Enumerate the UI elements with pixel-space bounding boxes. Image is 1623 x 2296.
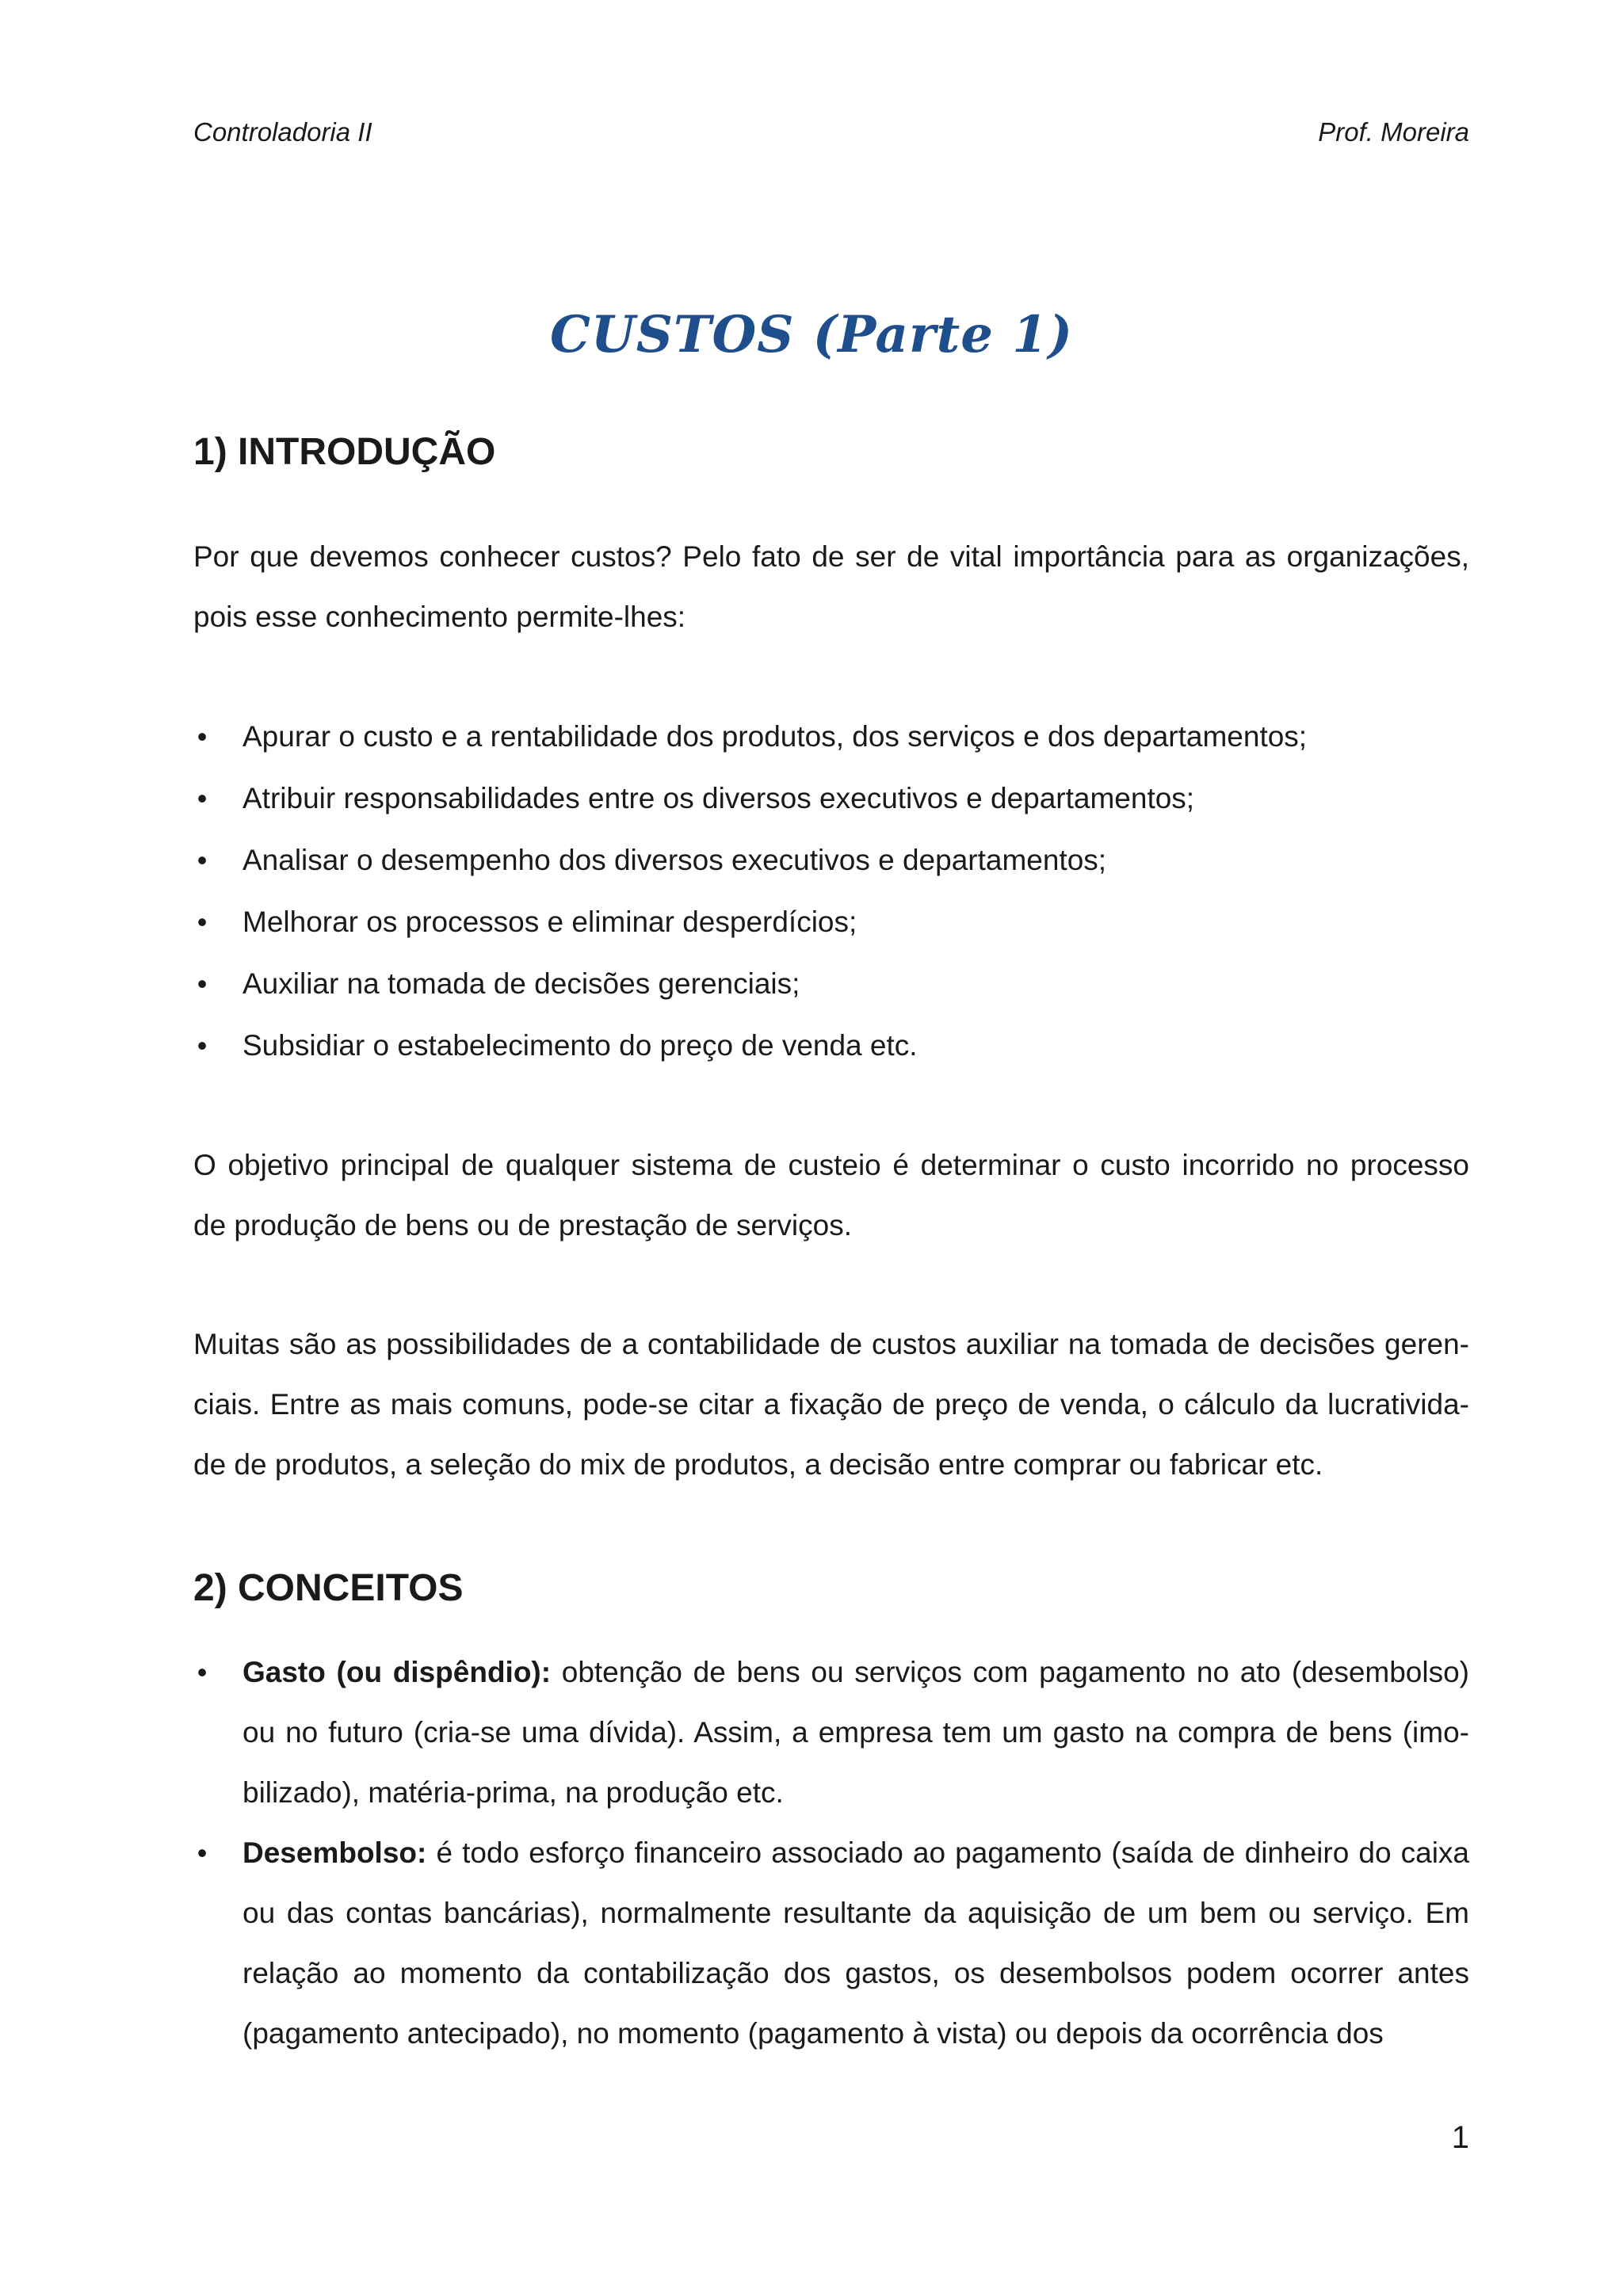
- concept-term: Desembolso:: [242, 1836, 427, 1869]
- intro-paragraph: [193, 527, 1469, 647]
- concepts-list: [193, 1642, 1469, 2064]
- header-author: Prof. Moreira: [1318, 117, 1469, 147]
- page-number: 1: [1451, 2120, 1469, 2155]
- concept-definition: obtenção de bens ou serviços com pagamento no ato (desembolso) ou no futuro (cria-se uma dívida). Assim, a empresa tem um gasto na compra de bens (imo-bilizado), matéria-prima, na produção etc.: [242, 1656, 1469, 1809]
- bullet-icon: •: [197, 1656, 208, 1688]
- bullet-icon: •: [197, 844, 208, 876]
- header-course-name: Controladoria II: [193, 117, 372, 147]
- section-heading-conceitos: 2) CONCEITOS: [193, 1567, 464, 1609]
- bullet-icon: •: [197, 1836, 208, 1869]
- decisions-line: de de produtos, a seleção do mix de produtos, a decisão entre comprar ou fabricar etc.: [193, 1448, 1323, 1481]
- bullet-icon: •: [197, 906, 208, 938]
- bullet-icon: •: [197, 1029, 208, 1062]
- objective-line: O objetivo principal de qualquer sistema de custeio é determinar o custo incorrido no processo: [193, 1149, 1469, 1181]
- list-item: • Atribuir responsabilidades entre os diversos executivos e departamentos;: [193, 768, 1469, 830]
- section-heading-introducao: 1) INTRODUÇÃO: [193, 431, 496, 473]
- concept-definition: é todo esforço financeiro associado ao pagamento (saída de dinheiro do caixa ou das contas bancárias), normalmente resultante da aquisição de um bem ou serviço. Em relação ao momento da contabilização dos gastos, os desembolsos podem ocorrer antes (pagamento antecipado), no momento (pagamento à vista) ou depois da ocorrência dos: [242, 1836, 1470, 2050]
- list-item: • Subsidiar o estabelecimento do preço de venda etc.: [193, 1015, 1469, 1077]
- decisions-paragraph: [193, 1314, 1469, 1495]
- page-title: CUSTOS (Parte 1): [549, 305, 1074, 364]
- list-item: • Melhorar os processos e eliminar desperdícios;: [193, 891, 1469, 953]
- objective-line: de produção de bens ou de prestação de serviços.: [193, 1209, 853, 1241]
- decisions-line: Muitas são as possibilidades de a contabilidade de custos auxiliar na tomada de decisões geren-: [193, 1328, 1469, 1360]
- list-item: • Analisar o desempenho dos diversos executivos e departamentos;: [193, 830, 1469, 891]
- intro-line: pois esse conhecimento permite-lhes:: [193, 601, 686, 633]
- bullet-icon: •: [197, 967, 208, 1000]
- bullet-icon: •: [197, 782, 208, 814]
- concept-item: [193, 1823, 1469, 2064]
- main-content: [193, 424, 1469, 2064]
- benefits-list: [193, 706, 1469, 1077]
- list-item: • Auxiliar na tomada de decisões gerenciais;: [193, 953, 1469, 1015]
- intro-line: Por que devemos conhecer custos? Pelo fato de ser de vital importância para as organizações,: [193, 540, 1469, 573]
- concept-item: [193, 1642, 1469, 1823]
- bullet-icon: •: [197, 720, 208, 753]
- list-item: • Apurar o custo e a rentabilidade dos produtos, dos serviços e dos departamentos;: [193, 706, 1469, 768]
- objective-paragraph: [193, 1135, 1469, 1256]
- decisions-line: ciais. Entre as mais comuns, pode-se citar a fixação de preço de venda, o cálculo da lucrativida-: [193, 1388, 1469, 1421]
- concept-term: Gasto (ou dispêndio):: [242, 1656, 552, 1688]
